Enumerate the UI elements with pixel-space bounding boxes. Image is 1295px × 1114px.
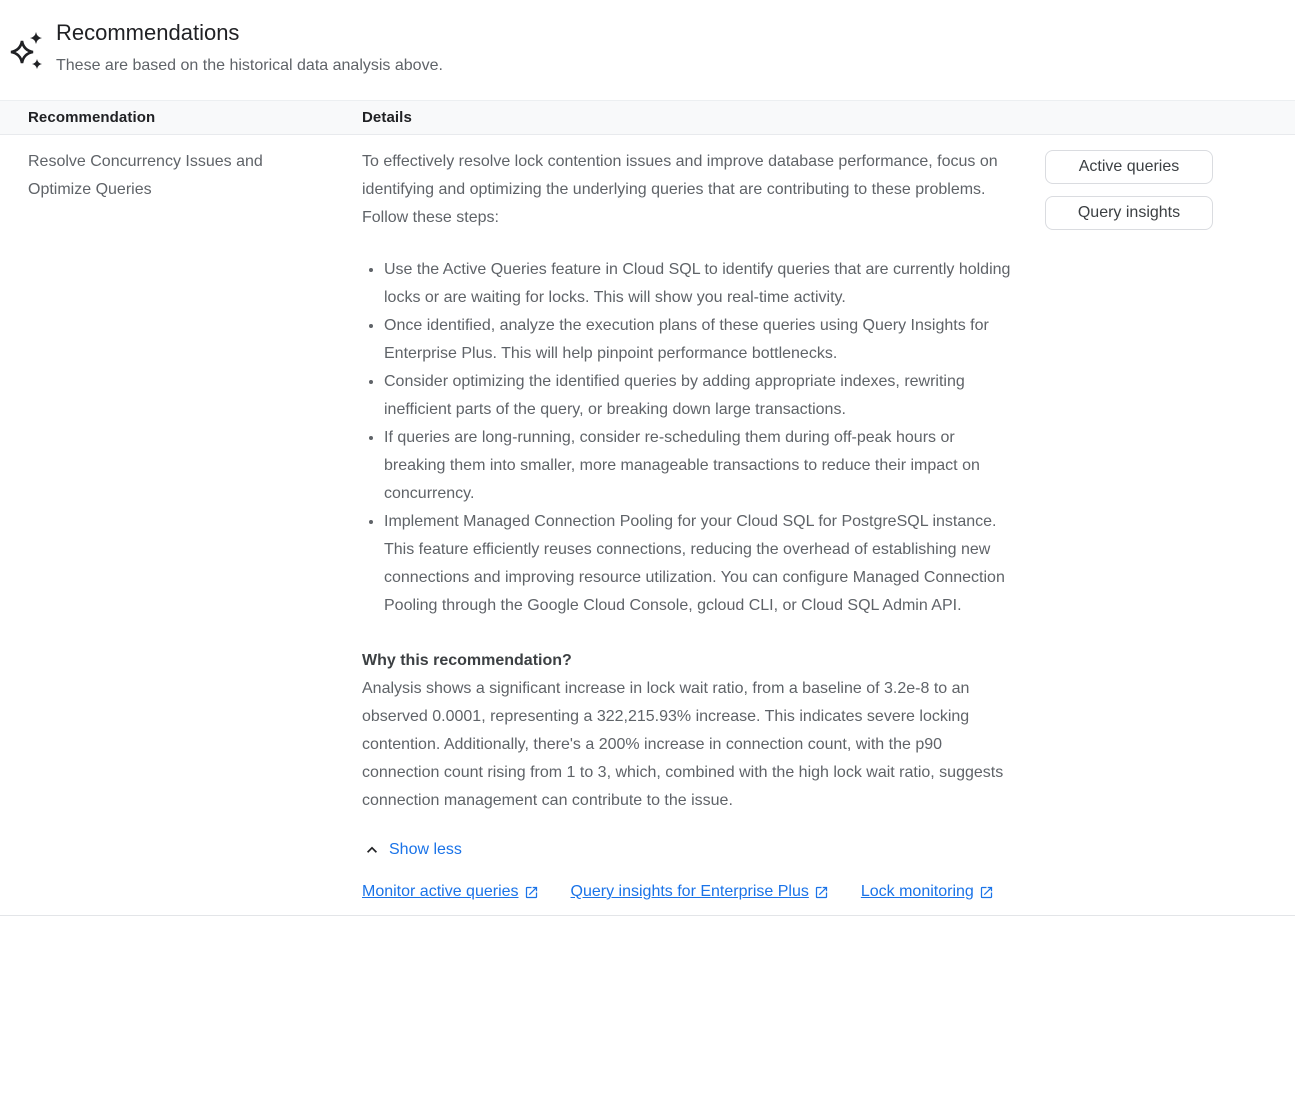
chevron-up-icon (362, 840, 382, 860)
open-in-new-icon (524, 885, 539, 900)
related-feature-chips (1014, 148, 1295, 906)
gemini-sparkle-icon (8, 28, 48, 79)
show-less-label: Show less (389, 841, 462, 858)
column-header-details: Details (362, 109, 412, 126)
list-item: • Consider optimizing the identified queries by adding appropriate indexes, rewriting inefficient parts of the query, or breaking down large transactions. (384, 368, 1014, 424)
link-label: Lock monitoring (860, 883, 974, 900)
link-label: Query insights for Enterprise Plus (570, 883, 809, 900)
list-item: • Use the Active Queries feature in Cloud SQL to identify queries that are currently holding locks or are waiting for locks. This will show you real-time activity. (384, 256, 1014, 312)
recommendation-title: Resolve Concurrency Issues and Optimize Queries (28, 153, 263, 198)
show-less-button[interactable] (362, 836, 462, 864)
details-cell (362, 148, 1014, 906)
header-text (56, 18, 443, 77)
details-bullet-list (362, 256, 1014, 620)
table-row (0, 135, 1295, 916)
list-item: • If queries are long-running, consider re-scheduling them during off-peak hours or breaking them into smaller, more manageable transactions to reduce their impact on concurrency. (384, 424, 1014, 508)
list-item: • Implement Managed Connection Pooling for your Cloud SQL for PostgreSQL instance. This feature efficiently reuses connections, reducing the overhead of establishing new connections and improving resource utilization. You can configure Managed Connection Pooling through the Google Cloud Console, gcloud CLI, or Cloud SQL Admin API. (384, 508, 1014, 620)
column-header-recommendation: Recommendation (28, 109, 156, 126)
open-in-new-icon (814, 885, 829, 900)
table-header (0, 100, 1295, 135)
link-monitor-active-queries[interactable] (362, 878, 539, 906)
list-item: • Once identified, analyze the execution plans of these queries using Query Insights for Enterprise Plus. This will help pinpoint performance bottlenecks. (384, 312, 1014, 368)
why-recommendation-text: Analysis shows a significant increase in lock wait ratio, from a baseline of 3.2e-8 to an observed 0.0001, representing a 322,215.93% increase. This indicates severe locking contention. Additionally, there's a 200% increase in connection count, with the p90 connection count rising from 1 to 3, which, combined with the high lock wait ratio, suggests connection management can contribute to the issue. (362, 680, 1004, 809)
link-query-insights-enterprise-plus[interactable] (571, 878, 829, 906)
open-in-new-icon (979, 885, 994, 900)
link-lock-monitoring[interactable] (861, 878, 994, 906)
why-recommendation-heading: Why this recommendation? (362, 652, 572, 669)
active-queries-chip-button[interactable]: Active queries (1045, 150, 1213, 184)
details-intro: To effectively resolve lock contention issues and improve database performance, focus on identifying and optimizing the underlying queries that are contributing to these problems. Follow these steps: (362, 153, 998, 226)
page-title: Recommendations (56, 20, 240, 45)
documentation-links (362, 878, 1014, 906)
query-insights-chip-button[interactable]: Query insights (1045, 196, 1213, 230)
page-subtitle: These are based on the historical data analysis above. (56, 57, 443, 74)
link-label: Monitor active queries (362, 883, 519, 900)
panel-header (0, 0, 1295, 79)
why-recommendation-block (362, 647, 1014, 815)
